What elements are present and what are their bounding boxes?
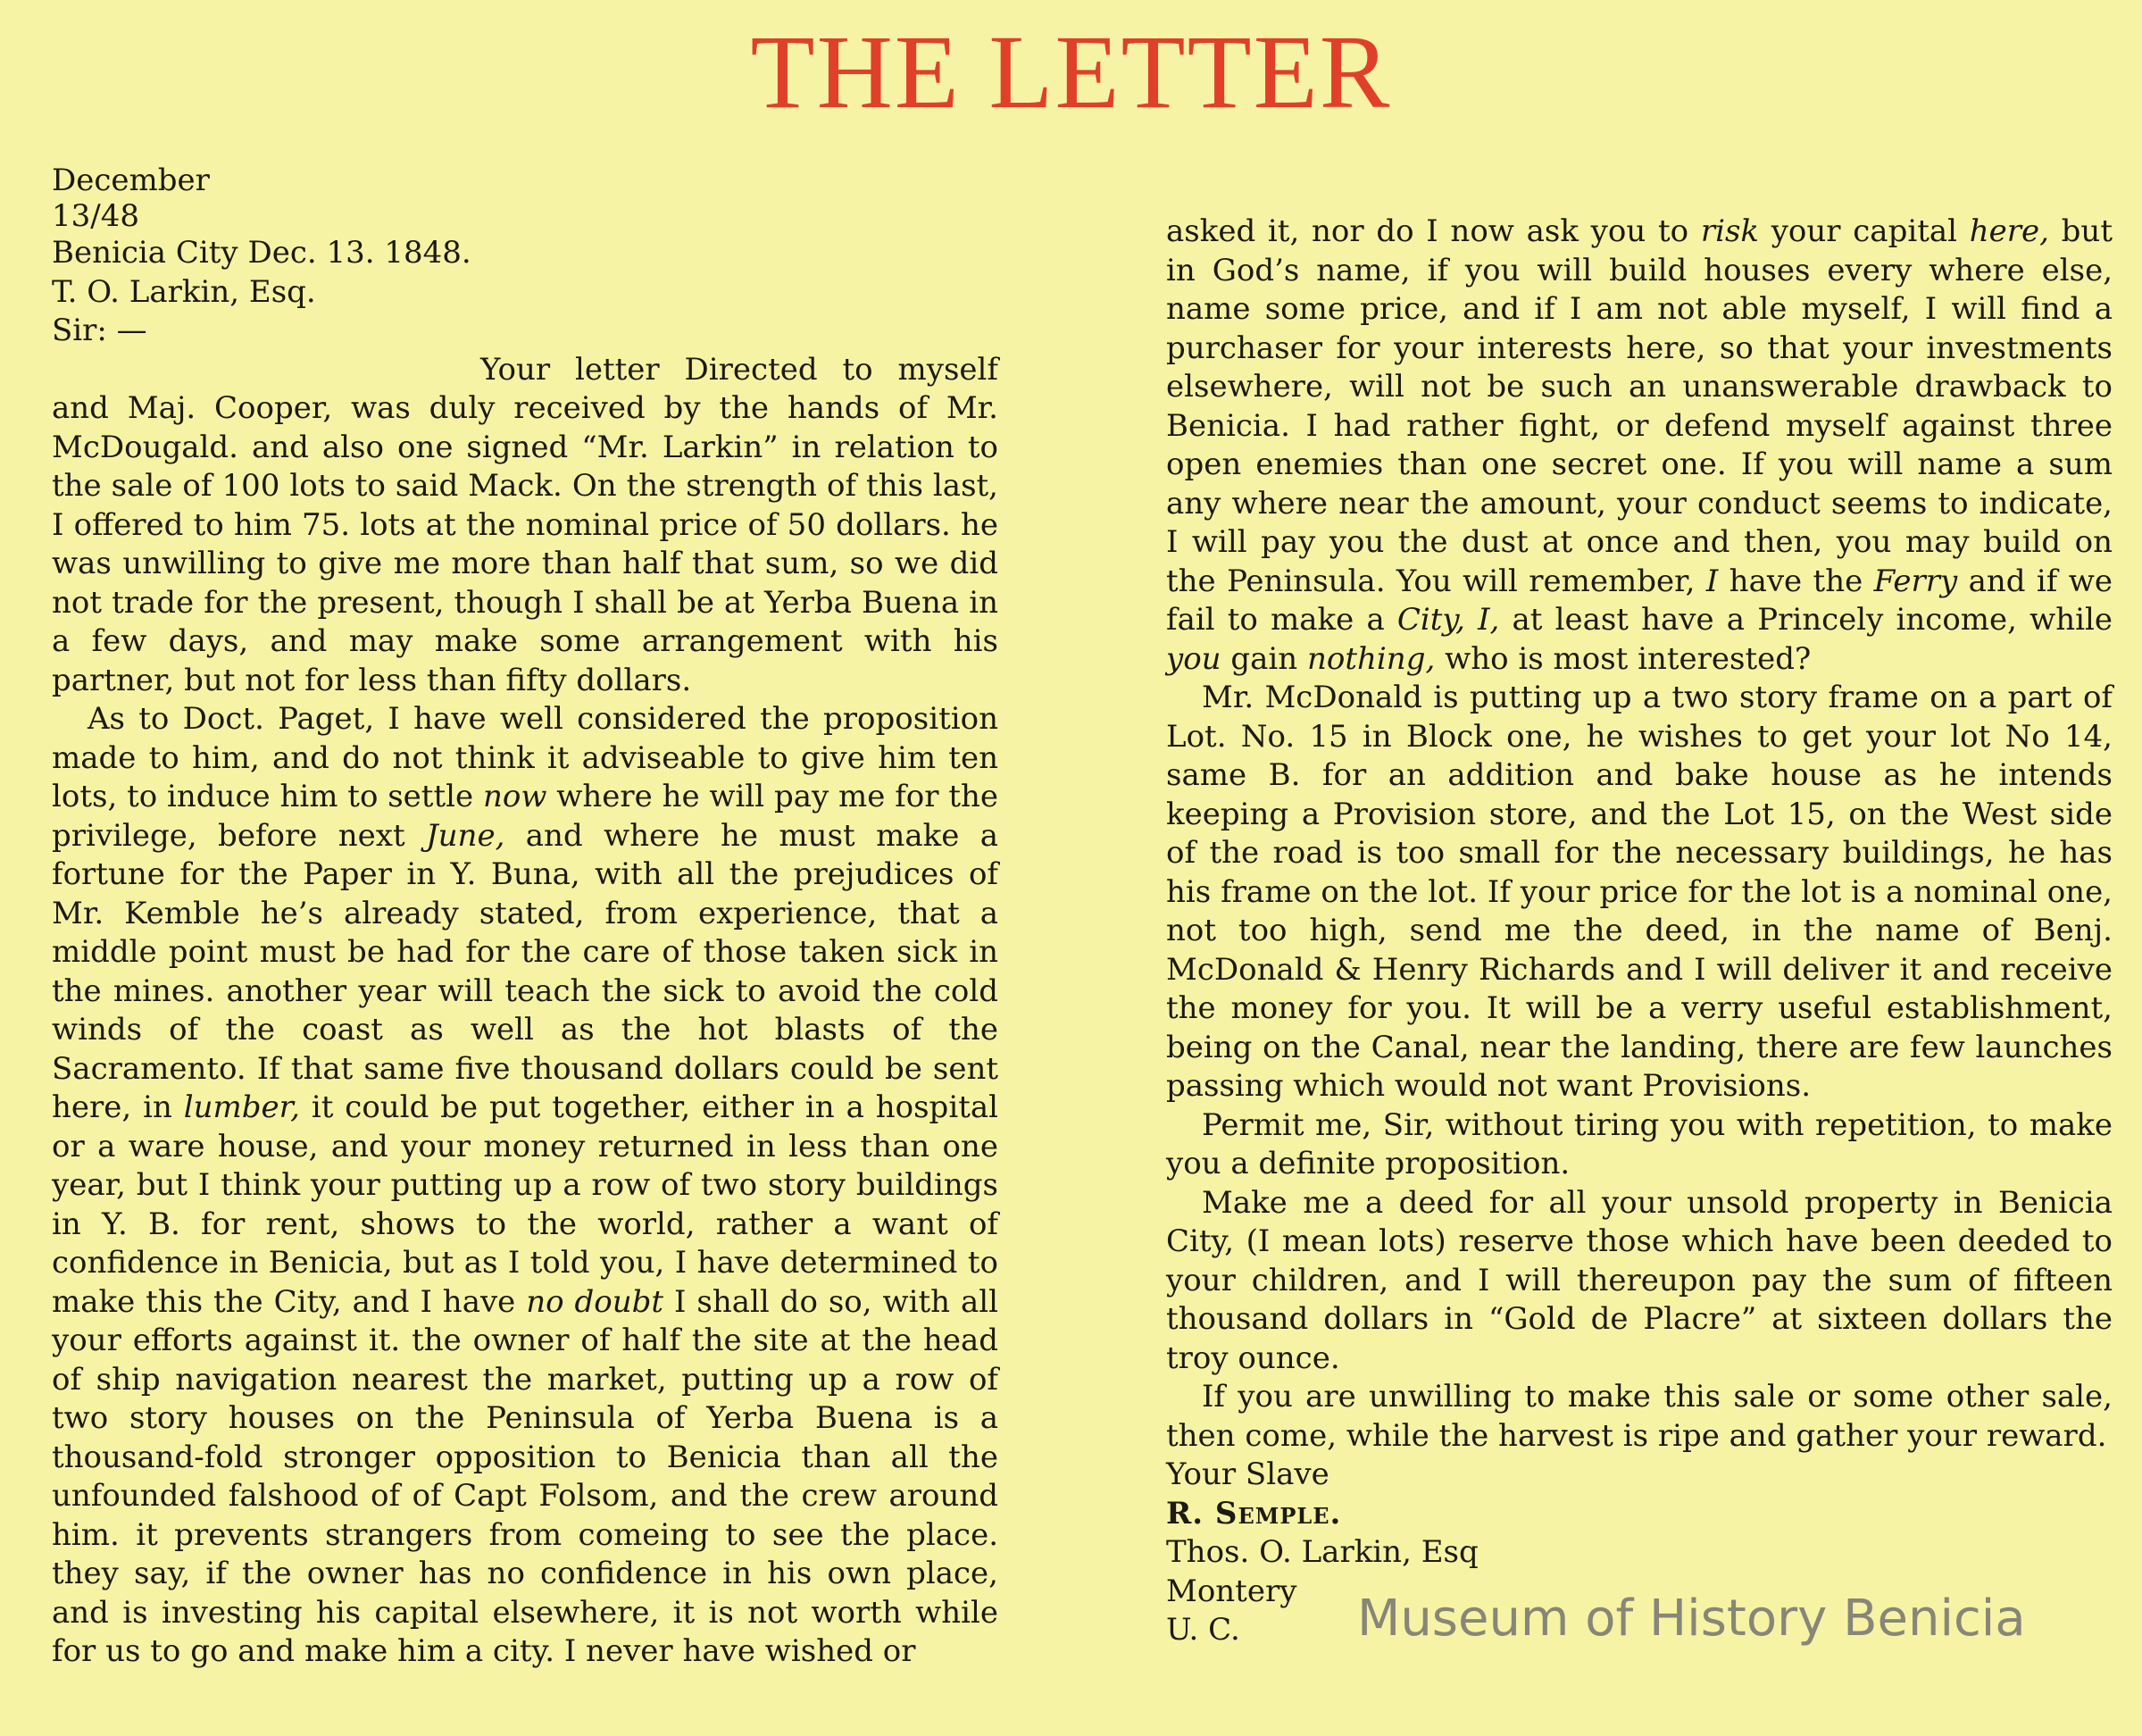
paragraph-1: Your letter Directed to myself and Maj. Cooper, was duly received by the hands of Mr. McDougald. and also one signed “Mr. Larkin” in relation to the sale of 100 lots to said Mack. On the strength of this last, I offered to him 75. lots at the nominal price of 50 dollars. he was unwilling to give me more than half that sum, so we did not trade for the present, though I shall be at Yerba Buena in a few days, and may make some arrangement with his partner, but not for less than fifty dollars. bbox=[52, 351, 998, 698]
letter-salutation: Sir: — bbox=[52, 313, 147, 348]
emphasis-risk: risk bbox=[1700, 213, 1759, 249]
emphasis-i: I bbox=[1705, 563, 1719, 599]
emphasis-ferry: Ferry bbox=[1873, 563, 1958, 599]
date-note-month: December bbox=[52, 163, 210, 198]
recipient-region: U. C. bbox=[1166, 1612, 1240, 1648]
letter-closing: Your Slave bbox=[1166, 1456, 1329, 1492]
emphasis-june: June, bbox=[426, 817, 505, 854]
paragraph-4: Mr. McDonald is putting up a two story frame on a part of Lot. No. 15 in Block one, he wishes to get your lot No 14, same B. for an addition and bake house as he intends keeping a Provision store, and the Lot 15, on the West side of the road is too small for the necessary buildings, he has his frame on the lot. If your price for the lot is a nominal one, not too high, send me the deed, in the name of Benj. McDonald & Henry Richards and I will deliver it and receive the money for you. It will be a verry useful establishment, being on the Canal, near the landing, there are few launches passing which would not want Provisions. bbox=[1166, 680, 2113, 1104]
emphasis-nothing: nothing, bbox=[1307, 640, 1436, 677]
emphasis-now: now bbox=[482, 779, 547, 814]
right-column bbox=[1166, 213, 2113, 1650]
letter-dateline: Benicia City Dec. 13. 1848. bbox=[52, 235, 471, 271]
letter-signature: R. Semple. bbox=[1166, 1495, 1342, 1532]
paragraph-2: As to Doct. Paget, I have well considered the proposition made to him, and do not think it adviseable to give him ten lots, to induce him to settle now where he will pay me for the privilege, before next June, and where he must make a fortune for the Paper in Y. Buna, with all the prejudices of Mr. Kemble he’s already stated, from experience, that a middle point must be had for the care of those taken sick in the mines. another year will teach the sick to avoid the cold winds of the coast as well as the hot blasts of the Sacramento. If that same five thousand dollars could be sent here, in lumber, it could be put together, either in a hospital or a ware house, and your money returned in less than one year, but I think your putting up a row of two story buildings in Y. B. for rent, shows to the world, rather a want of confidence in Benicia, but as I told you, I have determined to make this the City, and I have no doubt I shall do so, with all your efforts against it. the owner of half the site at the head of ship navigation nearest the market, putting up a row of two story houses on the Peninsula of Yerba Buena is a thousand-fold stronger opposition to Benicia than all the unfounded falshood of of Capt Folsom, and the crew around him. it prevents strangers from comeing to see the place. they say, if the owner has no confidence in his own place, and is investing his capital elsewhere, it is not worth while for us to go and make him a city. I never have wished or bbox=[52, 701, 999, 1669]
watermark-text: Museum of History Benicia bbox=[1357, 1590, 2026, 1648]
letter-addressee: T. O. Larkin, Esq. bbox=[52, 273, 316, 310]
emphasis-you: you bbox=[1166, 640, 1221, 677]
date-note-day: 13/48 bbox=[52, 198, 139, 234]
paragraph-6: Make me a deed for all your unsold property in Benicia City, (I mean lots) reserve those which have been deeded to your children, and I will thereupon pay the sum of fifteen thousand dollars in “Gold de Placre” at sixteen dollars the troy ounce. bbox=[1166, 1184, 2113, 1376]
emphasis-lumber: lumber, bbox=[183, 1089, 300, 1125]
paragraph-3: asked it, nor do I now ask you to risk your capital here, but in God’s name, if you will build houses every where else, name some price, and if I am not able myself, I will find a purchaser for your interests here, so that your investments elsewhere, will not be such an unanswerable drawback to Benicia. I had rather fight, or defend myself against three open enemies than one secret one. If you will name a sum any where near the amount, your conduct seems to indicate, I will pay you the dust at once and then, you may build on the Peninsula. You will remember, I have the Ferry and if we fail to make a City, I, at least have a Princely income, while you gain nothing, who is most interested? bbox=[1166, 213, 2113, 677]
left-column bbox=[52, 163, 998, 1672]
recipient-name: Thos. O. Larkin, Esq bbox=[1166, 1534, 1479, 1570]
emphasis-city: City, I, bbox=[1396, 602, 1500, 638]
emphasis-no-doubt: no doubt bbox=[526, 1283, 664, 1320]
recipient-city: Montery bbox=[1166, 1573, 1297, 1609]
paragraph-7: If you are unwilling to make this sale or some other sale, then come, while the harvest is ripe and gather your reward. bbox=[1166, 1379, 2113, 1454]
emphasis-here: here, bbox=[1969, 213, 2049, 249]
paragraph-5: Permit me, Sir, without tiring you with repetition, to make you a definite proposition. bbox=[1166, 1106, 2113, 1181]
page-title: THE LETTER bbox=[750, 13, 1392, 130]
